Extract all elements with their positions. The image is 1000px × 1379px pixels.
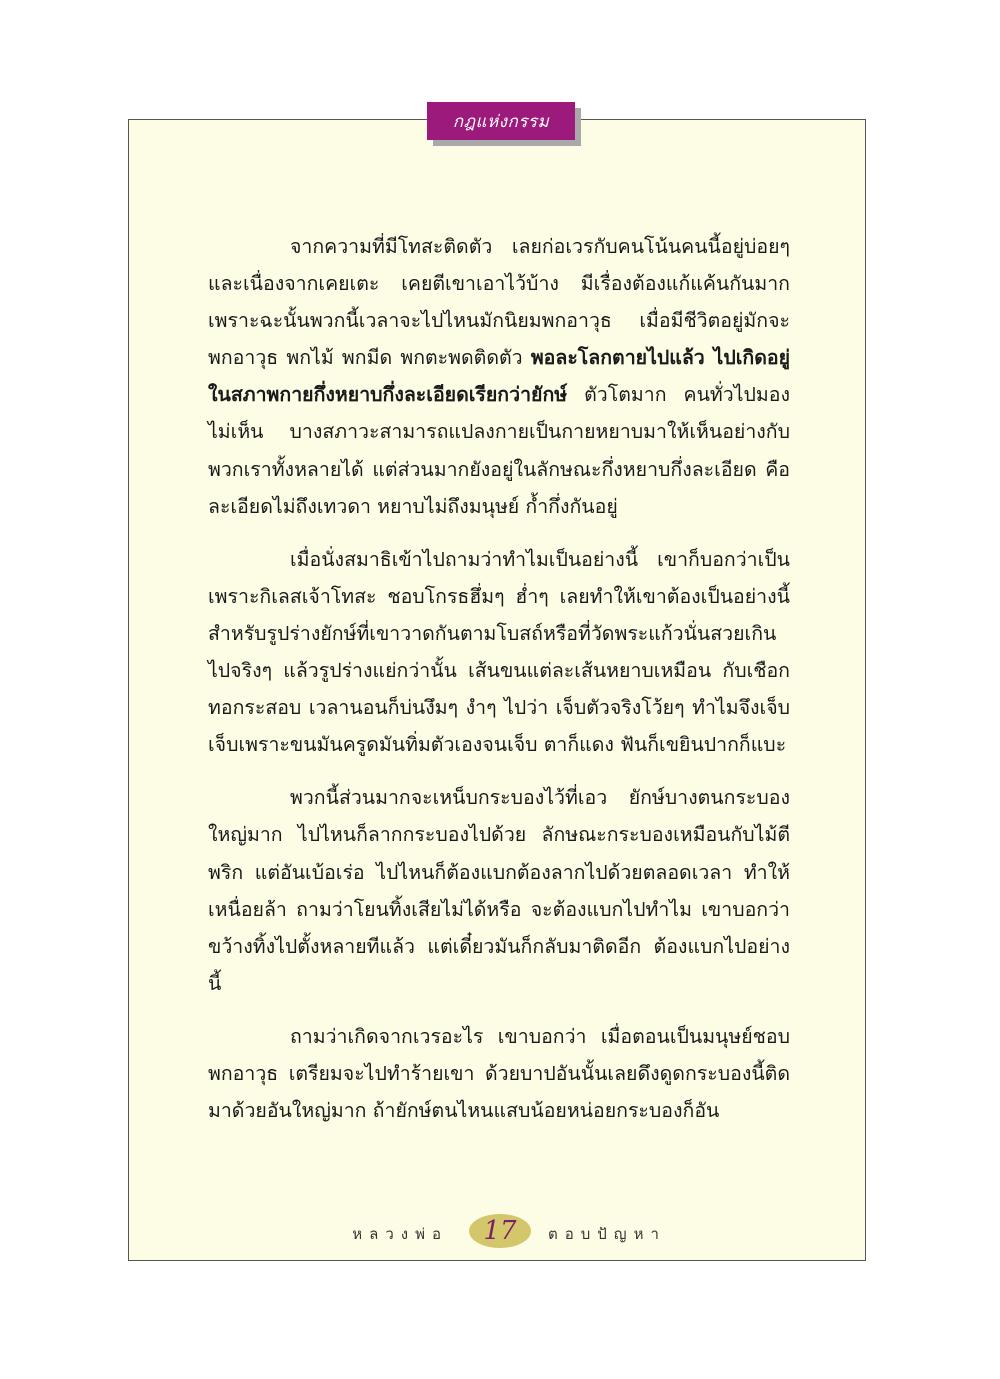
paragraph-4-text: ถามว่าเกิดจากเวรอะไร เขาบอกว่า เมื่อตอนเป็นมนุษย์ชอบพกอาวุธ เตรียมจะไปทำร้ายเขา ด้วยบาปอันนั้นเลยดึงดูดกระบองนี้ติดมาด้วยอันใหญ่มาก ถ้ายักษ์ตนไหนแสบน้อยหน่อยกระบองก็อัน xyxy=(208,1024,790,1123)
body-text xyxy=(208,228,790,1145)
footer-book-title-left: หลวงพ่อ xyxy=(352,1225,448,1243)
paragraph-4 xyxy=(208,1018,790,1129)
paragraph-2 xyxy=(208,541,790,764)
chapter-title: กฎแห่งกรรม xyxy=(427,102,575,140)
paragraph-2-text: เมื่อนั่งสมาธิเข้าไปถามว่าทำไมเป็นอย่างนี้ เขาก็บอกว่าเป็นเพราะกิเลสเจ้าโทสะ ชอบโกรธฮึ่มๆ ฮ่ำๆ เลยทำให้เขาต้องเป็นอย่างนี้ สำหรับรูปร่างยักษ์ที่เขาวาดกันตามโบสถ์หรือที่วัดพระแก้วนั่นสวยเกินไปจริงๆ แล้วรูปร่างแย่กว่านั้น เส้นขนแต่ละเส้นหยาบเหมือน กับเชือกทอกระสอบ เวลานอนก็บ่นงึมๆ งำๆ ไปว่า เจ็บตัวจริงโว้ยๆ ทำไมจึงเจ็บ เจ็บเพราะขนมันครูดมันทิ่มตัวเองจนเจ็บ ตาก็แดง ฟันก็เขยินปากก็แบะ xyxy=(208,547,790,757)
paragraph-3 xyxy=(208,779,790,1002)
paragraph-1-text-a: จากความที่มีโทสะติดตัว เลยก่อเวรกับคนโน้นคนนี้อยู่บ่อยๆ และเนื่องจากเคยเตะ เคยตีเขาเอาไว้บ้าง มีเรื่องต้องแก้แค้นกันมาก เพราะฉะนั้นพวกนี้เวลาจะไปไหนมักนิยมพกอาวุธ เมื่อมีชีวิตอยู่มักจะพกอาวุธ พกไม้ พกมีด พกตะพดติดตัว xyxy=(208,235,790,370)
footer-book-title-right: ตอบปัญหา xyxy=(548,1225,666,1243)
paragraph-3-text: พวกนี้ส่วนมากจะเหน็บกระบองไว้ที่เอว ยักษ์บางตนกระบองใหญ่มาก ไปไหนก็ลากกระบองไปด้วย ลักษณะกระบองเหมือนกับไม้ตีพริก แต่อันเบ้อเร่อ ไปไหนก็ต้องแบกต้องลากไปด้วยตลอดเวลา ทำให้เหนื่อยล้า ถามว่าโยนทิ้งเสียไม่ได้หรือ จะต้องแบกไปทำไม เขาบอกว่าขว้างทิ้งไปตั้งหลายทีแล้ว แต่เดี๋ยวมันก็กลับมาติดอีก ต้องแบกไปอย่างนี้ xyxy=(208,786,790,995)
paragraph-1 xyxy=(208,228,790,525)
paragraph-1-bold-text: พอละโลกตายไปแล้ว ไปเกิดอยู่ในสภาพกายกึ่งหยาบกึ่งละเอียดเรียกว่ายักษ์ xyxy=(208,346,790,407)
page-number-badge: 17 xyxy=(469,1214,531,1248)
paragraph-1-text-b: ตัวโตมาก คนทั่วไปมองไม่เห็น บางสภาวะสามารถแปลงกายเป็นกายหยาบมาให้เห็นอย่างกับพวกเราทั้งหลายได้ แต่ส่วนมากยังอยู่ในลักษณะกึ่งหยาบกึ่งละเอียด คือละเอียดไม่ถึงเทวดา หยาบไม่ถึงมนุษย์ ก้ำกึ่งกันอยู่ xyxy=(208,383,790,518)
page-footer xyxy=(128,1210,866,1254)
